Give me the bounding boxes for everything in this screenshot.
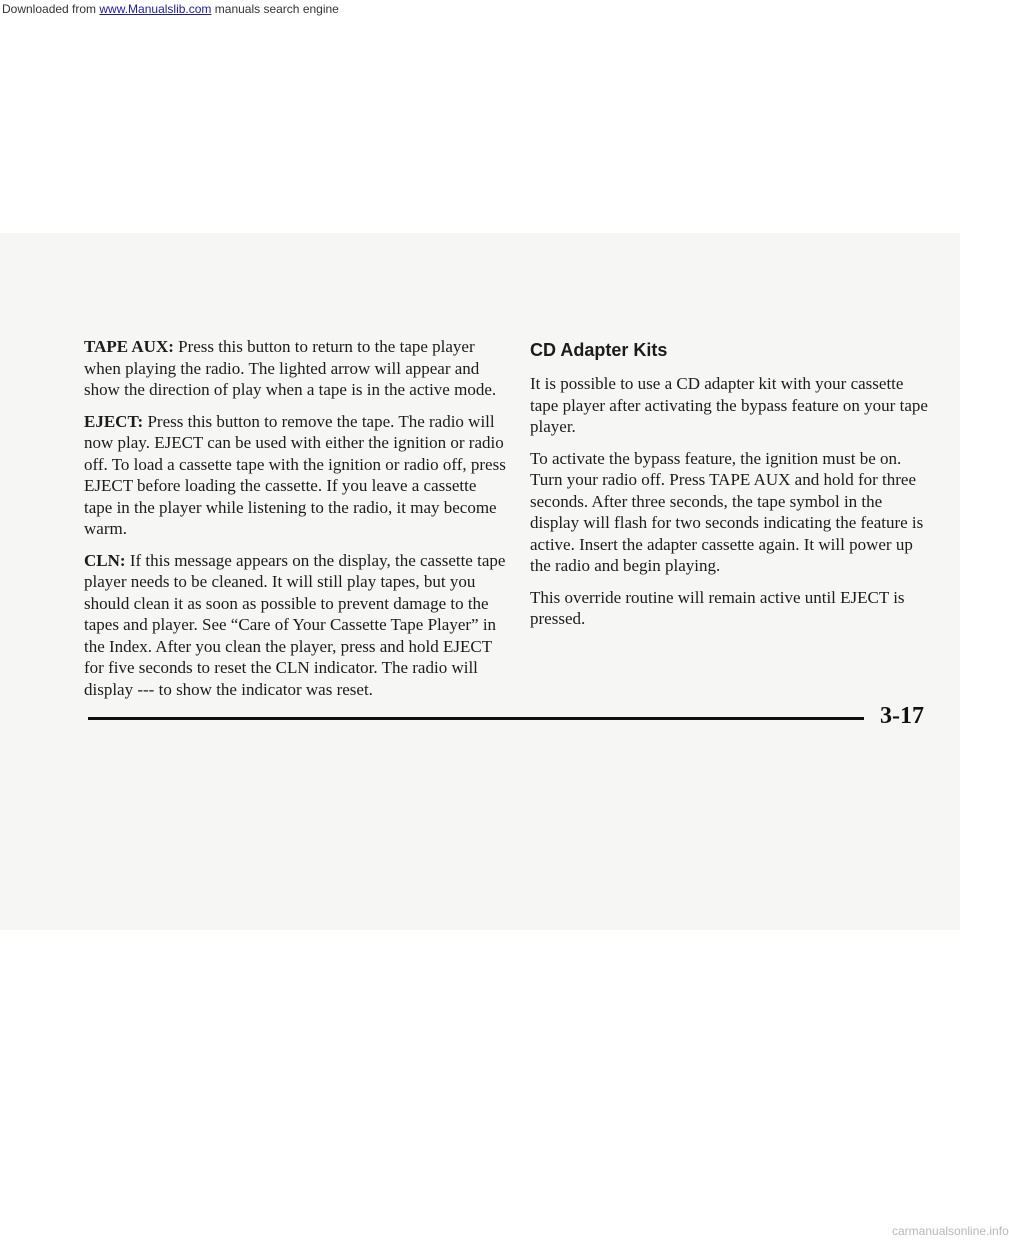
watermark-text: carmanualsonline.info xyxy=(892,1224,1009,1238)
tape-aux-paragraph xyxy=(84,336,506,401)
manualslib-link[interactable]: www.Manualslib.com xyxy=(99,2,212,16)
manual-page xyxy=(0,233,960,930)
banner-suffix: manuals search engine xyxy=(211,2,339,16)
cd-adapter-heading: CD Adapter Kits xyxy=(530,340,668,360)
left-column xyxy=(84,336,506,710)
cd-adapter-paragraph-3: This override routine will remain active until EJECT is pressed. xyxy=(530,587,905,628)
page-number: 3-17 xyxy=(880,703,924,729)
cln-text: If this message appears on the display, the cassette tape player needs to be cleaned. It will still play tapes, but you should clean it as soon as possible to prevent damage to the tapes and player. See “Care of Your Cassette Tape Player” in the Index. After you clean the player, press and hold EJECT for five seconds to reset the CLN indicator. The radio will display --- to show the indicator was reset. xyxy=(84,550,506,699)
banner-prefix: Downloaded from xyxy=(2,2,100,16)
eject-paragraph xyxy=(84,411,506,540)
download-banner xyxy=(0,0,962,18)
right-column xyxy=(530,339,934,640)
eject-term: EJECT: xyxy=(84,411,144,431)
tape-aux-text: Press this button to return to the tape player when playing the radio. The lighted arrow will appear and show the direction of play when a tape is in the active mode. xyxy=(84,337,497,399)
footer-rule xyxy=(88,717,864,720)
cln-term: CLN: xyxy=(84,550,126,570)
cd-adapter-paragraph-2: To activate the bypass feature, the ignition must be on. Turn your radio off. Press TAPE AUX and hold for three seconds. After three seconds, the tape symbol in the display will flash for two seconds indicating the feature is active. Insert the adapter cassette again. It will power up the radio and begin playing. xyxy=(530,448,924,575)
eject-text: Press this button to remove the tape. The radio will now play. EJECT can be used with either the ignition or radio off. To load a cassette tape with the ignition or radio off, press EJECT before loading the cassette. If you leave a cassette tape in the player while listening to the radio, it may become warm. xyxy=(84,411,506,538)
tape-aux-term: TAPE AUX: xyxy=(84,337,174,356)
cd-adapter-paragraph-1: It is possible to use a CD adapter kit with your cassette tape player after activating the bypass feature on your tape player. xyxy=(530,374,928,436)
cln-paragraph xyxy=(84,550,506,701)
